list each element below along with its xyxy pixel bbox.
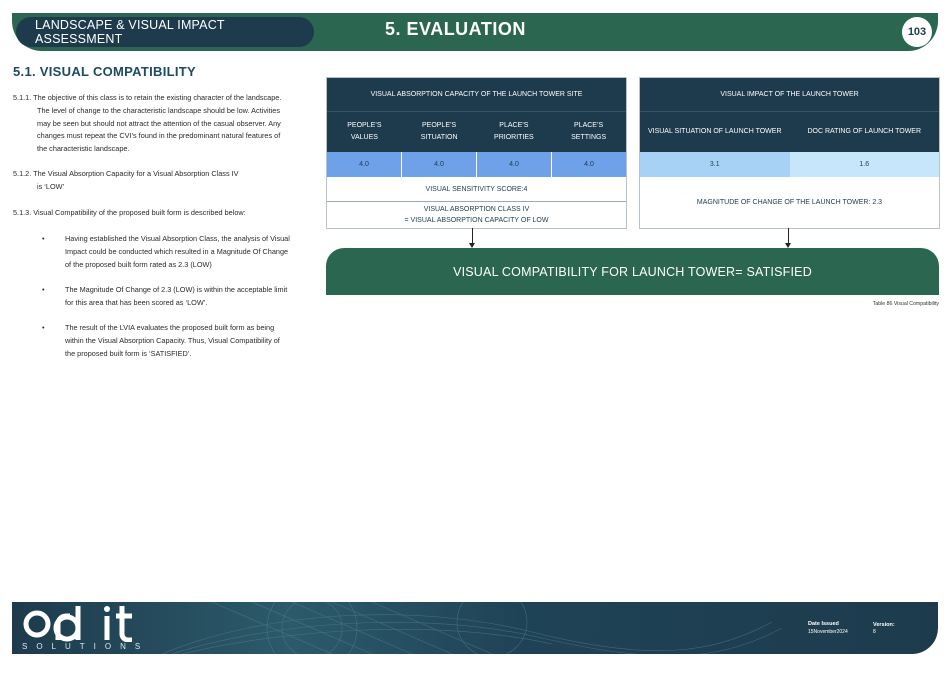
table-caption: Table 86 Visual Compatibility [872,301,939,307]
paragraph-5-1-2 [13,168,313,194]
bullet-dot: • [42,234,45,243]
absorption-class [327,202,626,228]
compatibility-result-banner [326,248,939,295]
table-header-row [327,112,626,152]
page-header [12,13,938,51]
document-title: LANDSCAPE & VISUAL IMPACT ASSESSMENT [35,18,225,46]
table-cell: 4.0 [327,152,402,177]
bullet-line: The Magnitude Of Change of 2.3 (LOW) is within the acceptable limit [65,285,288,294]
table-value-row [327,152,626,177]
table-title: VISUAL ABSORPTION CAPACITY OF THE LAUNCH TOWER SITE [327,78,626,112]
footer-pattern [12,602,938,654]
date-issued-label: Date Issued [808,621,839,627]
chapter-title: 5. EVALUATION [385,19,526,39]
version-value: 8 [873,629,876,635]
column-header: PLACE’S PRIORITIES [494,122,534,141]
table-cell: 4.0 [552,152,626,177]
bullet-item [42,284,312,310]
table-header-row [640,112,939,152]
date-issued-value: 15November2024 [808,629,848,635]
orbit-logo [20,604,145,642]
column-header: PLACE’S SETTINGS [571,122,607,141]
section-title: 5.1. VISUAL COMPATIBILITY [13,64,197,79]
table-title: VISUAL IMPACT OF THE LAUNCH TOWER [640,78,939,112]
paragraph-line: 5.1.2. The Visual Absorption Capacity for a Visual Absorption Class IV [13,169,239,178]
magnitude-of-change: MAGNITUDE OF CHANGE OF THE LAUNCH TOWER: 2.3 [640,177,939,227]
document-title-pill [16,17,314,47]
bullet-dot: • [42,285,45,294]
absorption-class-line: = VISUAL ABSORPTION CAPACITY OF LOW [404,217,549,224]
bullet-line: the proposed built form is ‘SATISFIED’. [65,348,192,358]
bullet-line: The result of the LVIA evaluates the proposed built form as being [65,323,275,332]
paragraph-line: changes must repeat the CVI’s found in the predominant natural features of [37,131,281,141]
bullet-line: of the proposed built form rated as 2.3 (LOW) [65,259,212,269]
version-label: Version: [873,622,895,628]
table-value-row [640,152,939,177]
bullet-line: Impact could be conducted which resulted in a Magnitude Of Change [65,246,289,256]
down-arrow-icon [472,228,473,244]
paragraph-5-1-3: 5.1.3. Visual Compatibility of the proposed built form is described below: [13,208,246,217]
page-number: 103 [902,17,932,47]
paragraph-line: The level of change to the characteristic landscape should be low. Activities [37,105,280,115]
paragraph-line: 5.1.1. The objective of this class is to retain the existing character of the landscape. [13,93,282,102]
logo-subtitle: SOLUTIONS [22,642,150,651]
visual-impact-table [639,77,940,229]
bullet-item [42,233,312,271]
bullet-item [42,322,312,360]
absorption-capacity-table [326,77,627,229]
sensitivity-score: VISUAL SENSITIVITY SCORE:4 [327,177,626,202]
table-cell: 3.1 [640,152,790,177]
bullet-line: within the Visual Absorption Capacity. Thus, Visual Compatibility of [65,335,280,345]
paragraph-line: the characteristic landscape. [37,144,130,154]
page-footer [12,602,938,654]
column-header: PEOPLE’S VALUES [347,122,382,141]
column-header: DOC RATING OF LAUNCH TOWER [807,128,922,135]
paragraph-line: is ‘LOW’ [37,181,65,191]
bullet-line: for this area that has been scored as ‘LOW’. [65,297,208,307]
down-arrow-icon [788,228,789,244]
paragraph-5-1-1 [13,92,313,156]
compatibility-result: VISUAL COMPATIBILITY FOR LAUNCH TOWER= SATISFIED [453,264,812,279]
bullet-dot: • [42,323,45,332]
column-header: VISUAL SITUATION OF LAUNCH TOWER [647,128,782,135]
table-cell: 4.0 [402,152,477,177]
table-cell: 4.0 [477,152,552,177]
paragraph-line: may be seen but should not attract the attention of the casual observer. Any [37,118,281,128]
bullet-line: Having established the Visual Absorption Class, the analysis of Visual [65,234,290,243]
absorption-class-line: VISUAL ABSORPTION CLASS IV [423,206,530,213]
column-header: PEOPLE’S SITUATION [420,122,458,141]
table-cell: 1.6 [790,152,940,177]
